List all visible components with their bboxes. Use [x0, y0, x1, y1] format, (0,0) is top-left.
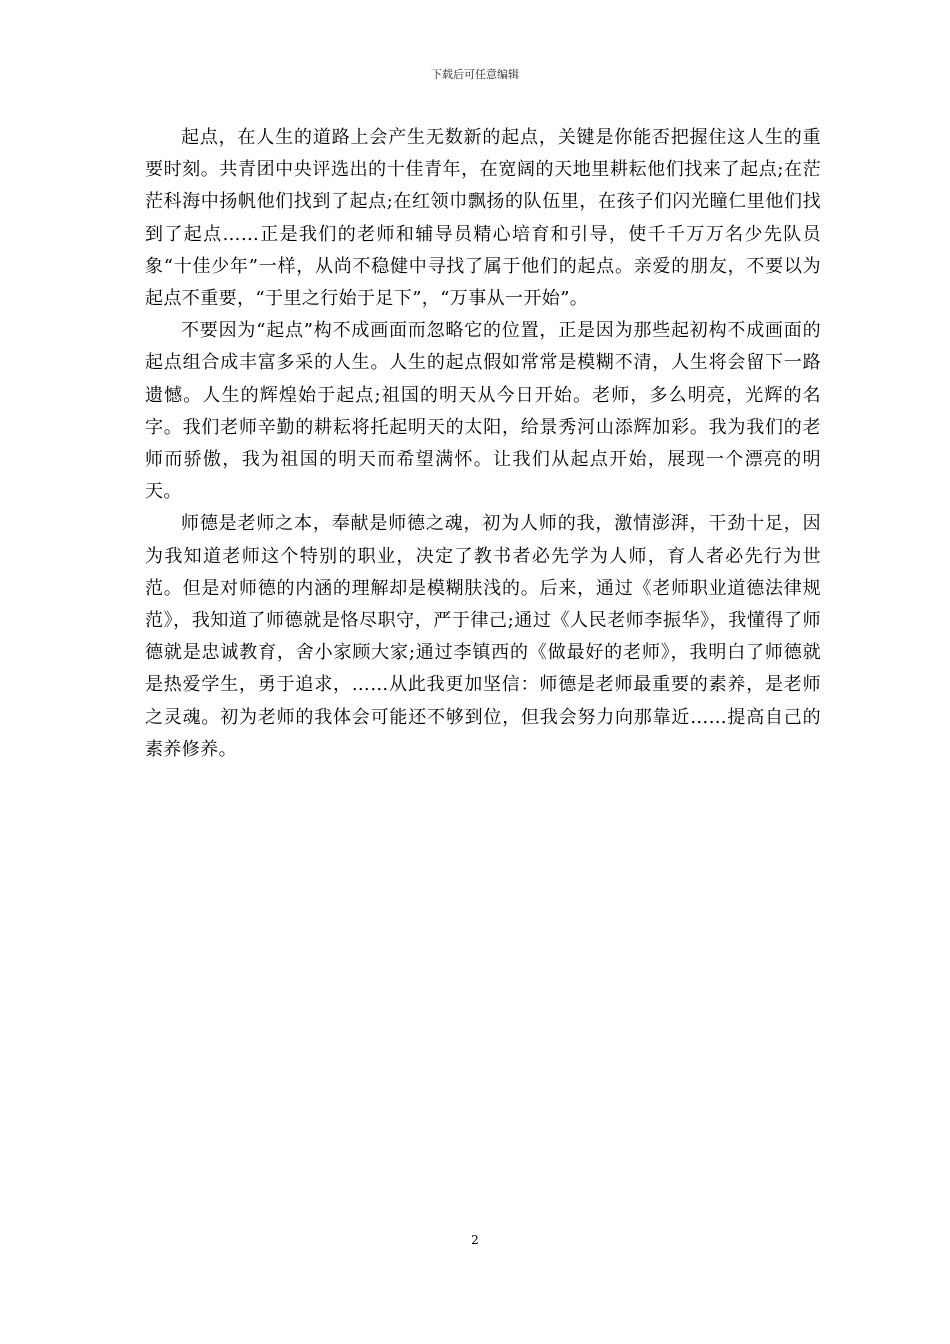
paragraph-1: 起点，在人生的道路上会产生无数新的起点，关键是你能否把握住这人生的重要时刻。共青团中央评选出的十佳青年，在宽阔的天地里耕耘他们找来了起点;在茫茫科海中扬帆他们找到了起点;在红领巾飘扬的队伍里，在孩子们闪光瞳仁里他们找到了起点……正是我们的老师和辅导员精心培育和引导，使千千万万名少先队员象“十佳少年”一样，从尚不稳健中寻找了属于他们的起点。亲爱的朋友，不要以为起点不重要，“于里之行始于足下”，“万事从一开始”。: [145, 127, 821, 310]
document-body: [145, 122, 821, 766]
page-header: 下载后可任意编辑: [431, 68, 519, 81]
page-number: 2: [471, 1233, 479, 1247]
paragraph-3: 师德是老师之本，奉献是师德之魂，初为人师的我，激情澎湃，干劲十足，因为我知道老师这个特别的职业，决定了教书者必先学为人师，育人者必先行为世范。但是对师德的内涵的理解却是模糊肤浅的。后来，通过《老师职业道德法律规范》，我知道了师德就是恪尽职守，严于律己;通过《人民老师李振华》，我懂得了师德就是忠诚教育，舍小家顾大家;通过李镇西的《做最好的老师》，我明白了师德就是热爱学生，勇于追求，……从此我更加坚信：师德是老师最重要的素养，是老师之灵魂。初为老师的我体会可能还不够到位，但我会努力向那靠近……提高自己的素养修养。: [145, 513, 821, 760]
paragraph-2: 不要因为“起点”构不成画面而忽略它的位置，正是因为那些起初构不成画面的起点组合成丰富多采的人生。人生的起点假如常常是模糊不清，人生将会留下一路遗憾。人生的辉煌始于起点;祖国的明天从今日开始。老师，多么明亮，光辉的名字。我们老师辛勤的耕耘将托起明天的太阳，给景秀河山添辉加彩。我为我们的老师而骄傲，我为祖国的明天而希望满怀。让我们从起点开始，展现一个漂亮的明天。: [145, 320, 821, 503]
